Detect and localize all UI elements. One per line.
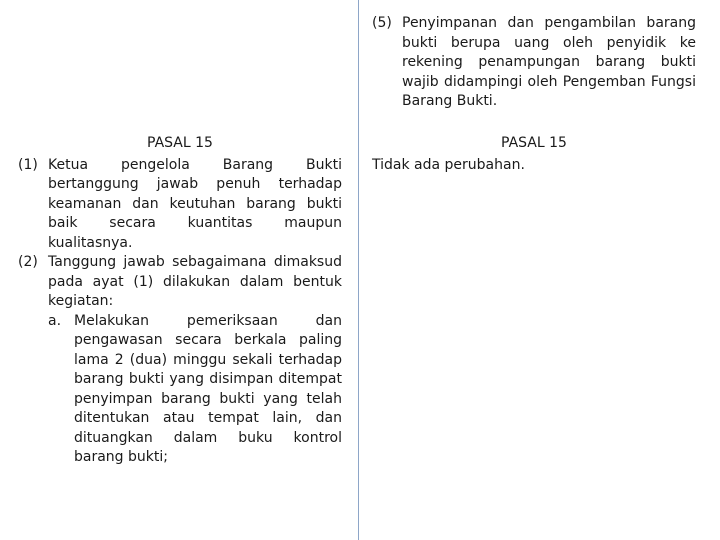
item-number: (2): [18, 254, 38, 270]
section-heading: PASAL 15: [147, 135, 213, 151]
right-column: [372, 134, 696, 175]
list-item: [18, 253, 342, 312]
section-heading: PASAL 15: [501, 135, 567, 151]
sub-item-text: Melakukan pemeriksaan dan pengawasan secara berkala paling lama 2 (dua) minggu sekali terhadap barang bukti yang disimpan ditempat penyimpan barang bukti yang telah ditentukan atau tempat lain, dan dituangkan dalam buku kontrol barang bukti;: [74, 312, 342, 465]
item-number: (1): [18, 156, 38, 173]
list-item: [372, 14, 696, 112]
right-column-top: [372, 14, 696, 112]
item-text: Ketua pengelola Barang Bukti bertanggung jawab penuh terhadap keamanan dan keutuhan barang bukti baik secara kuantitas maupun kualitasnya.: [48, 156, 342, 251]
item-text: Tanggung jawab sebagaimana dimaksud pada ayat (1) dilakukan dalam bentuk kegiatan:: [48, 254, 342, 309]
item-text: Penyimpanan dan pengambilan barang bukti berupa uang oleh penyidik ke rekening penampungan barang bukti wajib didampingi oleh Pengemban Fungsi Barang Bukti.: [402, 15, 696, 109]
no-change-note: Tidak ada perubahan.: [372, 156, 525, 173]
item-number: (5): [372, 15, 392, 31]
sub-list-item: [48, 312, 342, 468]
column-divider: [358, 0, 359, 540]
list-item: [18, 156, 342, 254]
left-column: [18, 134, 342, 468]
sub-item-letter: a.: [48, 312, 62, 329]
